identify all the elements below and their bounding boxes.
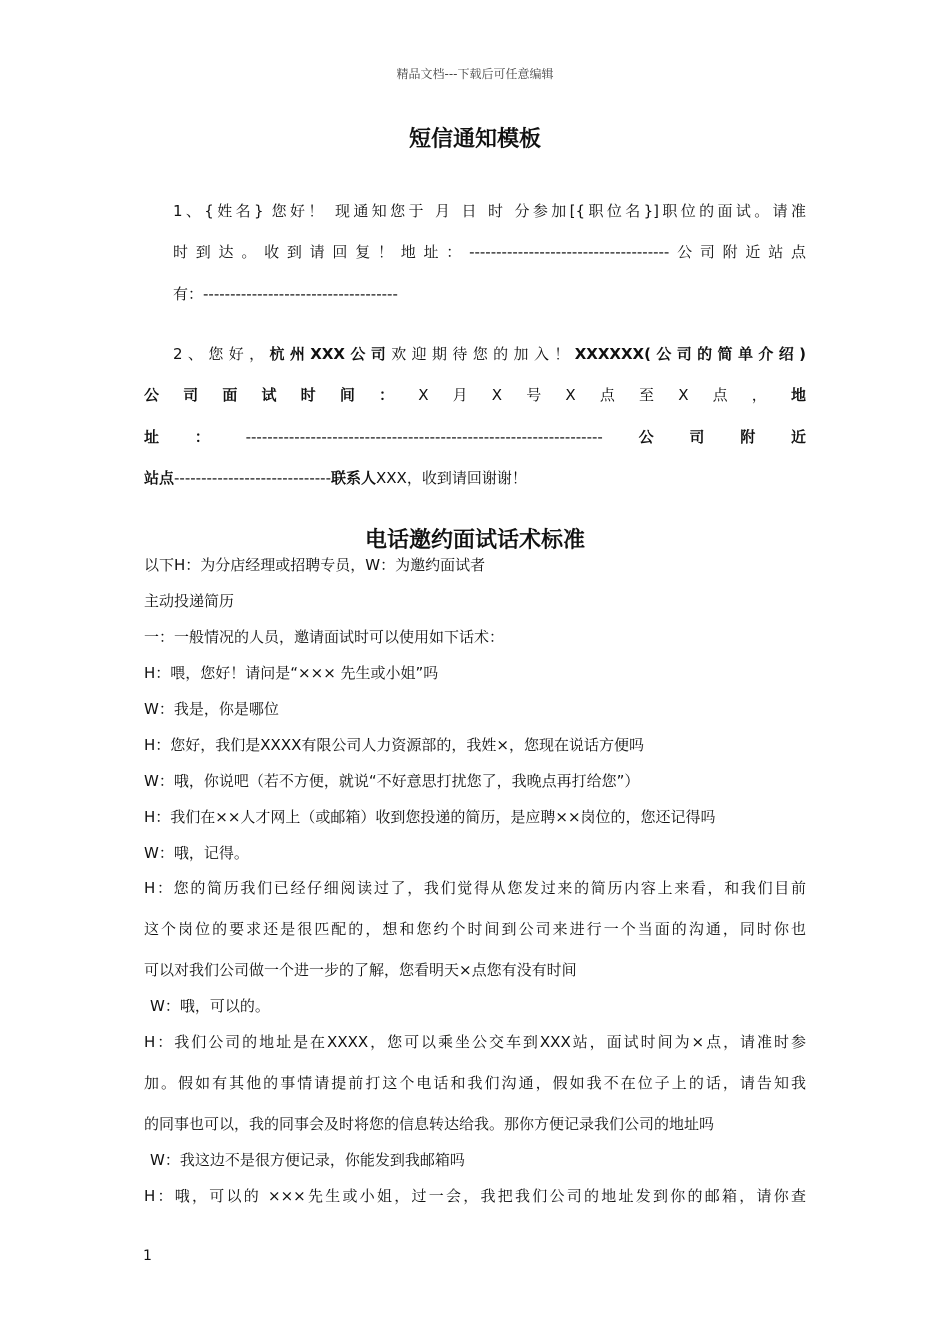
sms1-line3: 有：------------------------------------ [173,285,398,303]
sms2-contact-label: 联系人 [330,469,376,487]
sms2-company: 杭州XXX公司 [269,345,392,363]
sms2-address-blank: ------------------------------------------------------------------ [245,428,603,446]
page-title: 短信通知模板 [408,127,541,152]
script-line-14: H：我们公司的地址是在XXXX，您可以乘坐公交车到XXX站，面试时间为×点，请准时参 [144,1033,806,1051]
section-title: 电话邀约面试话术标准 [364,528,585,553]
script-line-11: 这个岗位的要求还是很匹配的，想和您约个时间到公司来进行一个当面的沟通，同时你也 [144,920,806,938]
script-line-01: 以下H：为分店经理或招聘专员，W：为邀约面试者 [144,556,486,574]
script-line-07: W：哦，你说吧（若不方便，就说“不好意思打扰您了，我晚点再打给您”） [144,772,640,790]
script-line-09: W：哦，记得。 [144,844,249,862]
script-line-04: H：喂，您好！请问是“××× 先生或小姐”吗 [144,664,439,682]
script-line-13: W：哦，可以的。 [150,997,270,1015]
script-line-03: 一：一般情况的人员，邀请面试时可以使用如下话术： [144,628,505,646]
sms1-line1: 1、{姓名} 您好！ 现通知您于 月 日 时 分参加[{职位名}]职位的面试。请准 [173,202,806,220]
page-number: 1 [143,1248,152,1264]
sms2-time-value: X月X号X点至X点， [418,386,791,404]
script-line-02: 主动投递简历 [144,592,235,610]
sms2-contact-value: XXX，收到请回谢谢！ [376,469,527,487]
sms2-station-blank: ----------------------------- [174,469,331,487]
script-line-18: H：哦，可以的 ×××先生或小姐，过一会，我把我们公司的地址发到你的邮箱，请你查 [144,1187,806,1205]
script-line-15: 加。假如有其他的事情请提前打这个电话和我们沟通，假如我不在位子上的话，请告知我 [144,1074,806,1092]
sms2-address-label-end: 址： [144,428,246,446]
sms2-line3 [144,426,806,448]
sms1-line2: 时到达。收到请回复！地址：-------------------------------------公司附近站点 [173,243,806,261]
sms2-line1 [173,343,806,365]
script-line-06: H：您好，我们是XXXX有限公司人力资源部的，我姓×，您现在说话方便吗 [144,736,644,754]
sms2-nearby-label: 公司附近 [602,428,806,446]
script-line-10: H：您的简历我们已经仔细阅读过了，我们觉得从您发过来的简历内容上来看，和我们目前 [144,879,806,897]
sms2-address-label-start: 地 [790,386,806,404]
sms2-welcome: 欢迎期待您的加入！ [391,345,575,363]
sms2-station-label: 站点 [144,469,175,487]
script-line-17: W：我这边不是很方便记录，你能发到我邮箱吗 [150,1151,465,1169]
sms2-line2 [144,384,806,406]
page-header: 精品文档---下载后可任意编辑 [396,67,554,81]
script-line-12: 可以对我们公司做一个进一步的了解，您看明天×点您有没有时间 [144,961,577,979]
sms2-line4 [144,467,527,489]
script-line-05: W：我是，你是哪位 [144,700,279,718]
sms2-greeting: 2、您好， [173,345,270,363]
script-line-08: H：我们在××人才网上（或邮箱）收到您投递的简历，是应聘××岗位的，您还记得吗 [144,808,716,826]
sms2-intro: XXXXXX(公司的简单介绍) [574,345,806,363]
script-line-16: 的同事也可以，我的同事会及时将您的信息转达给我。那你方便记录我们公司的地址吗 [144,1115,715,1133]
sms2-time-label: 公司面试时间： [144,386,419,404]
